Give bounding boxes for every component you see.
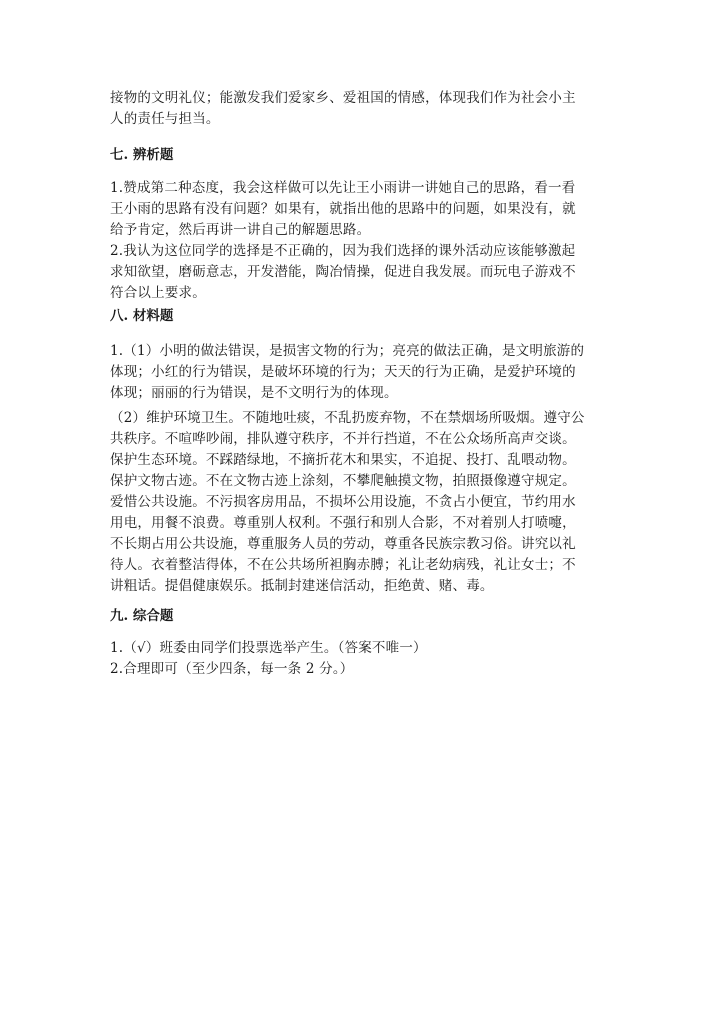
- text-line: 保护文物古迹。不在文物古迹上涂刻，不攀爬触摸文物，拍照摄像遵守规定。: [110, 473, 576, 489]
- section-heading: 七. 辨析题: [110, 147, 174, 163]
- text-line: 王小雨的思路有没有问题？如果有，就指出他的思路中的问题，如果没有，就: [110, 201, 576, 217]
- text-line: 讲粗话。提倡健康娱乐。抵制封建迷信活动，拒绝黄、赌、毒。: [110, 578, 494, 594]
- text-line: 给予肯定，然后再讲一讲自己的解题思路。: [110, 222, 371, 238]
- text-line: 1.赞成第二种态度，我会这样做可以先让王小雨讲一讲她自己的思路，看一看: [110, 180, 576, 196]
- text-line: 用电，用餐不浪费。尊重别人权利。不强行和别人合影，不对着别人打喷嚏，: [110, 515, 576, 531]
- section-8-heading: [110, 305, 618, 327]
- section-9-heading: [110, 605, 618, 627]
- text-line: 爱惜公共设施。不污损客房用品，不损坏公用设施，不贪占小便宜，节约用水: [110, 494, 576, 510]
- text-line: 符合以上要求。: [110, 285, 206, 301]
- text-line: 1.（√）班委由同学们投票选举产生。（答案不唯一）: [110, 640, 427, 656]
- text-line: 不长期占用公共设施，尊重服务人员的劳动，尊重各民族宗教习俗。讲究以礼: [110, 536, 576, 552]
- text-line: 体现；丽丽的行为错误，是不文明行为的体现。: [110, 385, 398, 401]
- section-9-body: [110, 638, 618, 680]
- text-line: 待人。衣着整洁得体，不在公共场所袒胸赤膊；礼让老幼病残，礼让女士；不: [110, 557, 576, 573]
- text-line: 人的责任与担当。: [110, 111, 220, 127]
- text-line: 2.我认为这位同学的选择是不正确的，因为我们选择的课外活动应该能够激起: [110, 243, 576, 259]
- text-line: （2）维护环境卫生。不随地吐痰，不乱扔废弃物，不在禁烟场所吸烟。遵守公: [110, 410, 585, 426]
- text-line: 保护生态环境。不踩踏绿地，不摘折花木和果实，不追捉、投打、乱喂动物。: [110, 452, 576, 468]
- text-line: 求知欲望，磨砺意志，开发潜能，陶冶情操，促进自我发展。而玩电子游戏不: [110, 264, 576, 280]
- section-7-heading: [110, 144, 618, 166]
- text-line: 体现；小红的行为错误，是破坏环境的行为；天天的行为正确，是爱护环境的: [110, 364, 576, 380]
- section-7-body: [110, 178, 618, 304]
- text-line: 共秩序。不喧哗吵闹，排队遵守秩序，不并行挡道，不在公众场所高声交谈。: [110, 431, 576, 447]
- section-heading: 八. 材料题: [110, 308, 174, 324]
- text-line: 接物的文明礼仪；能激发我们爱家乡、爱祖国的情感，体现我们作为社会小主: [110, 90, 576, 106]
- section-8-paragraph-1: [110, 341, 618, 404]
- section-8-paragraph-2: [110, 408, 618, 597]
- intro-paragraph: [110, 88, 618, 130]
- text-line: 2.合理即可（至少四条，每一条 2 分。）: [110, 661, 354, 677]
- section-heading: 九. 综合题: [110, 608, 174, 624]
- text-line: 1.（1）小明的做法错误，是损害文物的行为；亮亮的做法正确，是文明旅游的: [110, 343, 585, 359]
